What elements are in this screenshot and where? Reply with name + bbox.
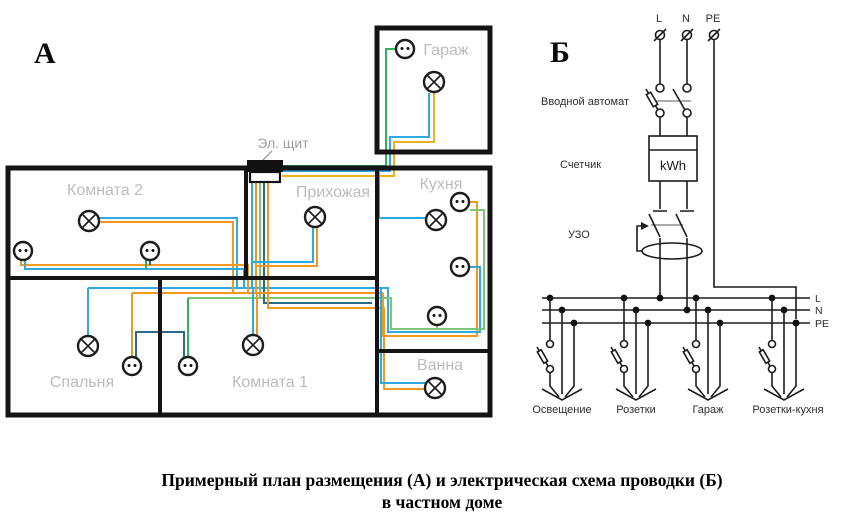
lamp-icon <box>79 211 99 231</box>
plan-letter: А <box>34 37 56 70</box>
socket-icon <box>141 242 159 260</box>
branch-circuit-lighting <box>532 295 591 416</box>
branch-circuit-kitchen-sockets <box>752 295 823 416</box>
rcd-icon <box>637 211 702 310</box>
sockets <box>14 40 469 375</box>
room-label-kitchen: Кухня <box>419 176 463 193</box>
main-breaker-icon <box>646 84 691 136</box>
circuit-label: Розетки-кухня <box>752 404 824 416</box>
lamp-icon <box>305 207 325 227</box>
wire <box>282 93 429 171</box>
room-label-room1: Комната 1 <box>232 374 308 391</box>
terminal-icon <box>681 29 693 41</box>
room-label-garage: Гараж <box>423 42 469 59</box>
terminal-label-pe: PE <box>705 13 721 25</box>
room-label-bedroom: Спальня <box>49 374 115 391</box>
electrical-panel <box>247 135 309 182</box>
room-label-hall: Прихожая <box>295 184 371 201</box>
socket-icon <box>179 357 197 375</box>
terminal-label-n: N <box>682 13 690 25</box>
lamp-icon <box>424 72 444 92</box>
terminal-icon <box>708 29 720 41</box>
circuit-label: Освещение <box>532 404 592 416</box>
meter-label: Счетчик <box>560 159 602 171</box>
terminal-icon <box>654 29 666 41</box>
supply-line-pe <box>714 40 796 319</box>
bus-label-l: L <box>815 293 821 305</box>
test-arrow <box>641 222 649 230</box>
panel-door <box>250 172 280 182</box>
lamp-icon <box>425 378 445 398</box>
lamp-icon <box>78 336 98 356</box>
room-label-room2: Комната 2 <box>67 182 143 199</box>
panel-label: Эл. щит <box>257 135 309 151</box>
socket-icon <box>451 193 469 211</box>
lamp-icon <box>243 335 263 355</box>
main-breaker-label: Вводной автомат <box>541 96 629 108</box>
socket-icon <box>428 307 446 325</box>
terminal-label-l: L <box>655 13 663 25</box>
branch-circuit-garage <box>683 295 728 416</box>
caption-line-2: в частном доме <box>381 492 503 512</box>
rcd-label: УЗО <box>568 229 590 241</box>
wire <box>268 182 425 389</box>
lamp-icon <box>426 210 446 230</box>
caption <box>161 470 722 512</box>
supply-terminals <box>654 13 720 41</box>
bus-label-pe: PE <box>815 318 830 330</box>
wire <box>252 227 313 262</box>
floor-plan <box>8 28 490 415</box>
wire <box>256 227 317 266</box>
wire <box>99 222 233 293</box>
wiring-schematic <box>532 13 829 416</box>
socket-icon <box>451 258 469 276</box>
branch-circuit-sockets <box>611 295 656 416</box>
socket-icon <box>123 357 141 375</box>
energy-meter-icon <box>649 136 697 209</box>
schematic-letter: Б <box>550 36 570 69</box>
socket-icon <box>14 242 32 260</box>
room-label-bath: Ванна <box>416 357 464 374</box>
meter-unit-label: kWh <box>660 158 686 173</box>
circuit-label: Гараж <box>692 404 724 416</box>
bus-label-n: N <box>815 305 823 317</box>
circuit-label: Розетки <box>616 404 656 416</box>
caption-line-1: Примерный план размещения (А) и электрическая схема проводки (Б) <box>161 470 723 490</box>
panel-body <box>247 160 283 172</box>
socket-icon <box>396 40 414 58</box>
